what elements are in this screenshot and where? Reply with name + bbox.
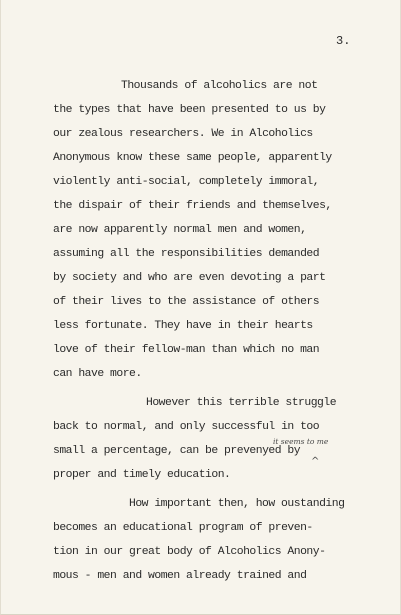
text-line: less fortunate. They have in their hearts: [53, 320, 313, 332]
text-line: However this terrible struggle: [146, 397, 337, 409]
text-line: our zealous researchers. We in Alcoholics: [53, 128, 313, 140]
text-line: small a percentage, can be prevenyed by: [53, 445, 301, 457]
text-line: How important then, how oustanding: [129, 498, 345, 510]
text-line: the dispair of their friends and themselves,: [53, 200, 332, 212]
page-number: 3.: [336, 34, 351, 48]
handwritten-insertion: it seems to me: [273, 437, 329, 446]
text-line: love of their fellow-man than which no man: [53, 344, 320, 356]
text-line: Thousands of alcoholics are not: [121, 80, 318, 92]
insertion-caret: ^: [311, 456, 320, 467]
text-line: by society and who are even devoting a part: [53, 272, 326, 284]
text-line: of their lives to the assistance of others: [53, 296, 320, 308]
text-line: becomes an educational program of preven-: [53, 522, 313, 534]
text-line: assuming all the responsibilities demanded: [53, 248, 320, 260]
text-line: the types that have been presented to us by: [53, 104, 326, 116]
text-line: tion in our great body of Alcoholics Anony-: [53, 546, 326, 558]
text-line: are now apparently normal men and women,: [53, 224, 307, 236]
text-line: violently anti-social, completely immoral,: [53, 176, 320, 188]
text-line: mous - men and women already trained and: [53, 570, 307, 582]
text-line: Anonymous know these same people, apparently: [53, 152, 332, 164]
text-line: can have more.: [53, 368, 142, 380]
text-line: back to normal, and only successful in too: [53, 421, 320, 433]
text-line: proper and timely education.: [53, 469, 231, 481]
